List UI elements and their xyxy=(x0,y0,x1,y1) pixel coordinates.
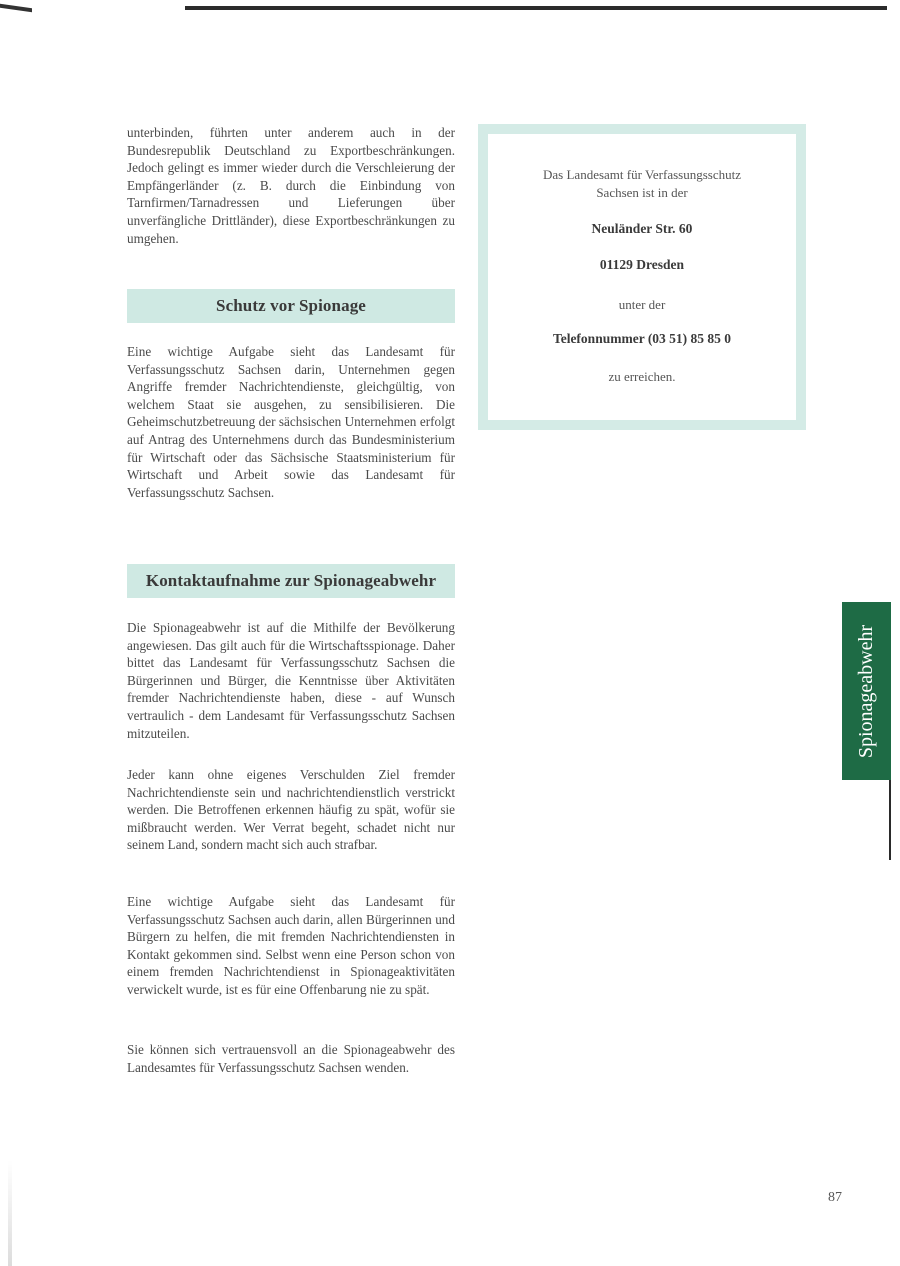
kontakt-paragraph: Die Spionageabwehr ist auf die Mithilfe der Bevölkerung angewiesen. Das gilt auch für die Wirtschaftsspionage. Daher bittet das Landesamt für Verfassungsschutz Sachsen die Bürgerinnen und Bürger, die Kenntnisse über Aktivitäten fremder Nachrichtendienste haben, diese - auf Wunsch vertraulich - dem Landesamt für Verfassungsschutz Sachsen mitzuteilen. xyxy=(127,620,455,741)
page-number: 87 xyxy=(828,1190,842,1205)
info-city: 01129 Dresden xyxy=(599,257,685,272)
intro-block xyxy=(127,124,455,247)
top-rule xyxy=(185,6,887,10)
scan-edge-shadow xyxy=(8,1160,12,1266)
kontakt-paragraph-1-block xyxy=(127,619,455,742)
contact-info-box xyxy=(478,124,806,430)
intro-paragraph: unterbinden, führten unter anderem auch in der Bundesrepublik Deutschland zu Exportbeschränkungen. Jedoch gelingt es immer wieder durch die Verschleierung der Empfängerländer (z. B. durch die Einbindung von Tarnfirmen/Tarnadressen und Lieferungen über unverfängliche Drittländer), diese Exportbeschränkungen zu umgehen. xyxy=(127,125,455,246)
info-street: Neuländer Str. 60 xyxy=(591,221,693,236)
kontakt-paragraph: Jeder kann ohne eigenes Verschulden Ziel fremder Nachrichtendienste sein und nachrichtendienstlich verstrickt werden. Die Betroffenen erkennen häufig zu spät, wofür sie mißbraucht werden. Wer Verrat begeht, schadet nicht nur seinem Land, sondern macht sich auch strafbar. xyxy=(127,767,455,853)
info-line: Sachsen ist in der xyxy=(596,185,688,200)
scan-edge-mark xyxy=(0,4,32,12)
kontakt-paragraph-2-block xyxy=(127,766,455,854)
kontakt-paragraph: Sie können sich vertrauensvoll an die Spionageabwehr des Landesamtes für Verfassungsschutz Sachsen wenden. xyxy=(127,1042,455,1075)
schutz-paragraph: Eine wichtige Aufgabe sieht das Landesamt für Verfassungsschutz Sachsen darin, Unternehmen gegen Angriffe fremder Nachrichtendienste, gleichgültig, von welchem Staat sie ausgehen, zu sensibilisieren. Die Geheimschutzbetreuung der sächsischen Unternehmen erfolgt auf Antrag des Unternehmens durch das Bundesministerium für Wirtschaft oder das Sächsische Staatsministerium für Wirtschaft und Arbeit sowie das Landesamt für Verfassungsschutz Sachsen. xyxy=(127,344,455,500)
heading-schutz-vor-spionage xyxy=(127,289,455,323)
side-tab-spionageabwehr xyxy=(842,602,891,780)
side-tab-line xyxy=(889,780,891,860)
kontakt-paragraph: Eine wichtige Aufgabe sieht das Landesamt für Verfassungsschutz Sachsen auch darin, allen Bürgerinnen und Bürgern zu helfen, die mit fremden Nachrichtendiensten in Kontakt gekommen sind. Selbst wenn eine Person schon von einem fremden Nachrichtendienst in Spionageaktivitäten verwickelt wurde, ist es für eine Offenbarung nie zu spät. xyxy=(127,894,455,997)
heading-kontaktaufnahme xyxy=(127,564,455,598)
heading-schutz-text: Schutz vor Spionage xyxy=(216,296,366,315)
info-line: Das Landesamt für Verfassungsschutz xyxy=(543,167,741,182)
side-tab-label: Spionageabwehr xyxy=(855,624,878,758)
info-phone: Telefonnummer (03 51) 85 85 0 xyxy=(552,331,732,346)
kontakt-paragraph-4-block xyxy=(127,1041,455,1076)
kontakt-paragraph-3-block xyxy=(127,893,455,999)
heading-kontakt-text: Kontaktaufnahme zur Spionageabwehr xyxy=(145,571,437,590)
info-line: unter der xyxy=(618,297,666,312)
info-line: zu erreichen. xyxy=(608,369,676,384)
schutz-block xyxy=(127,343,455,501)
